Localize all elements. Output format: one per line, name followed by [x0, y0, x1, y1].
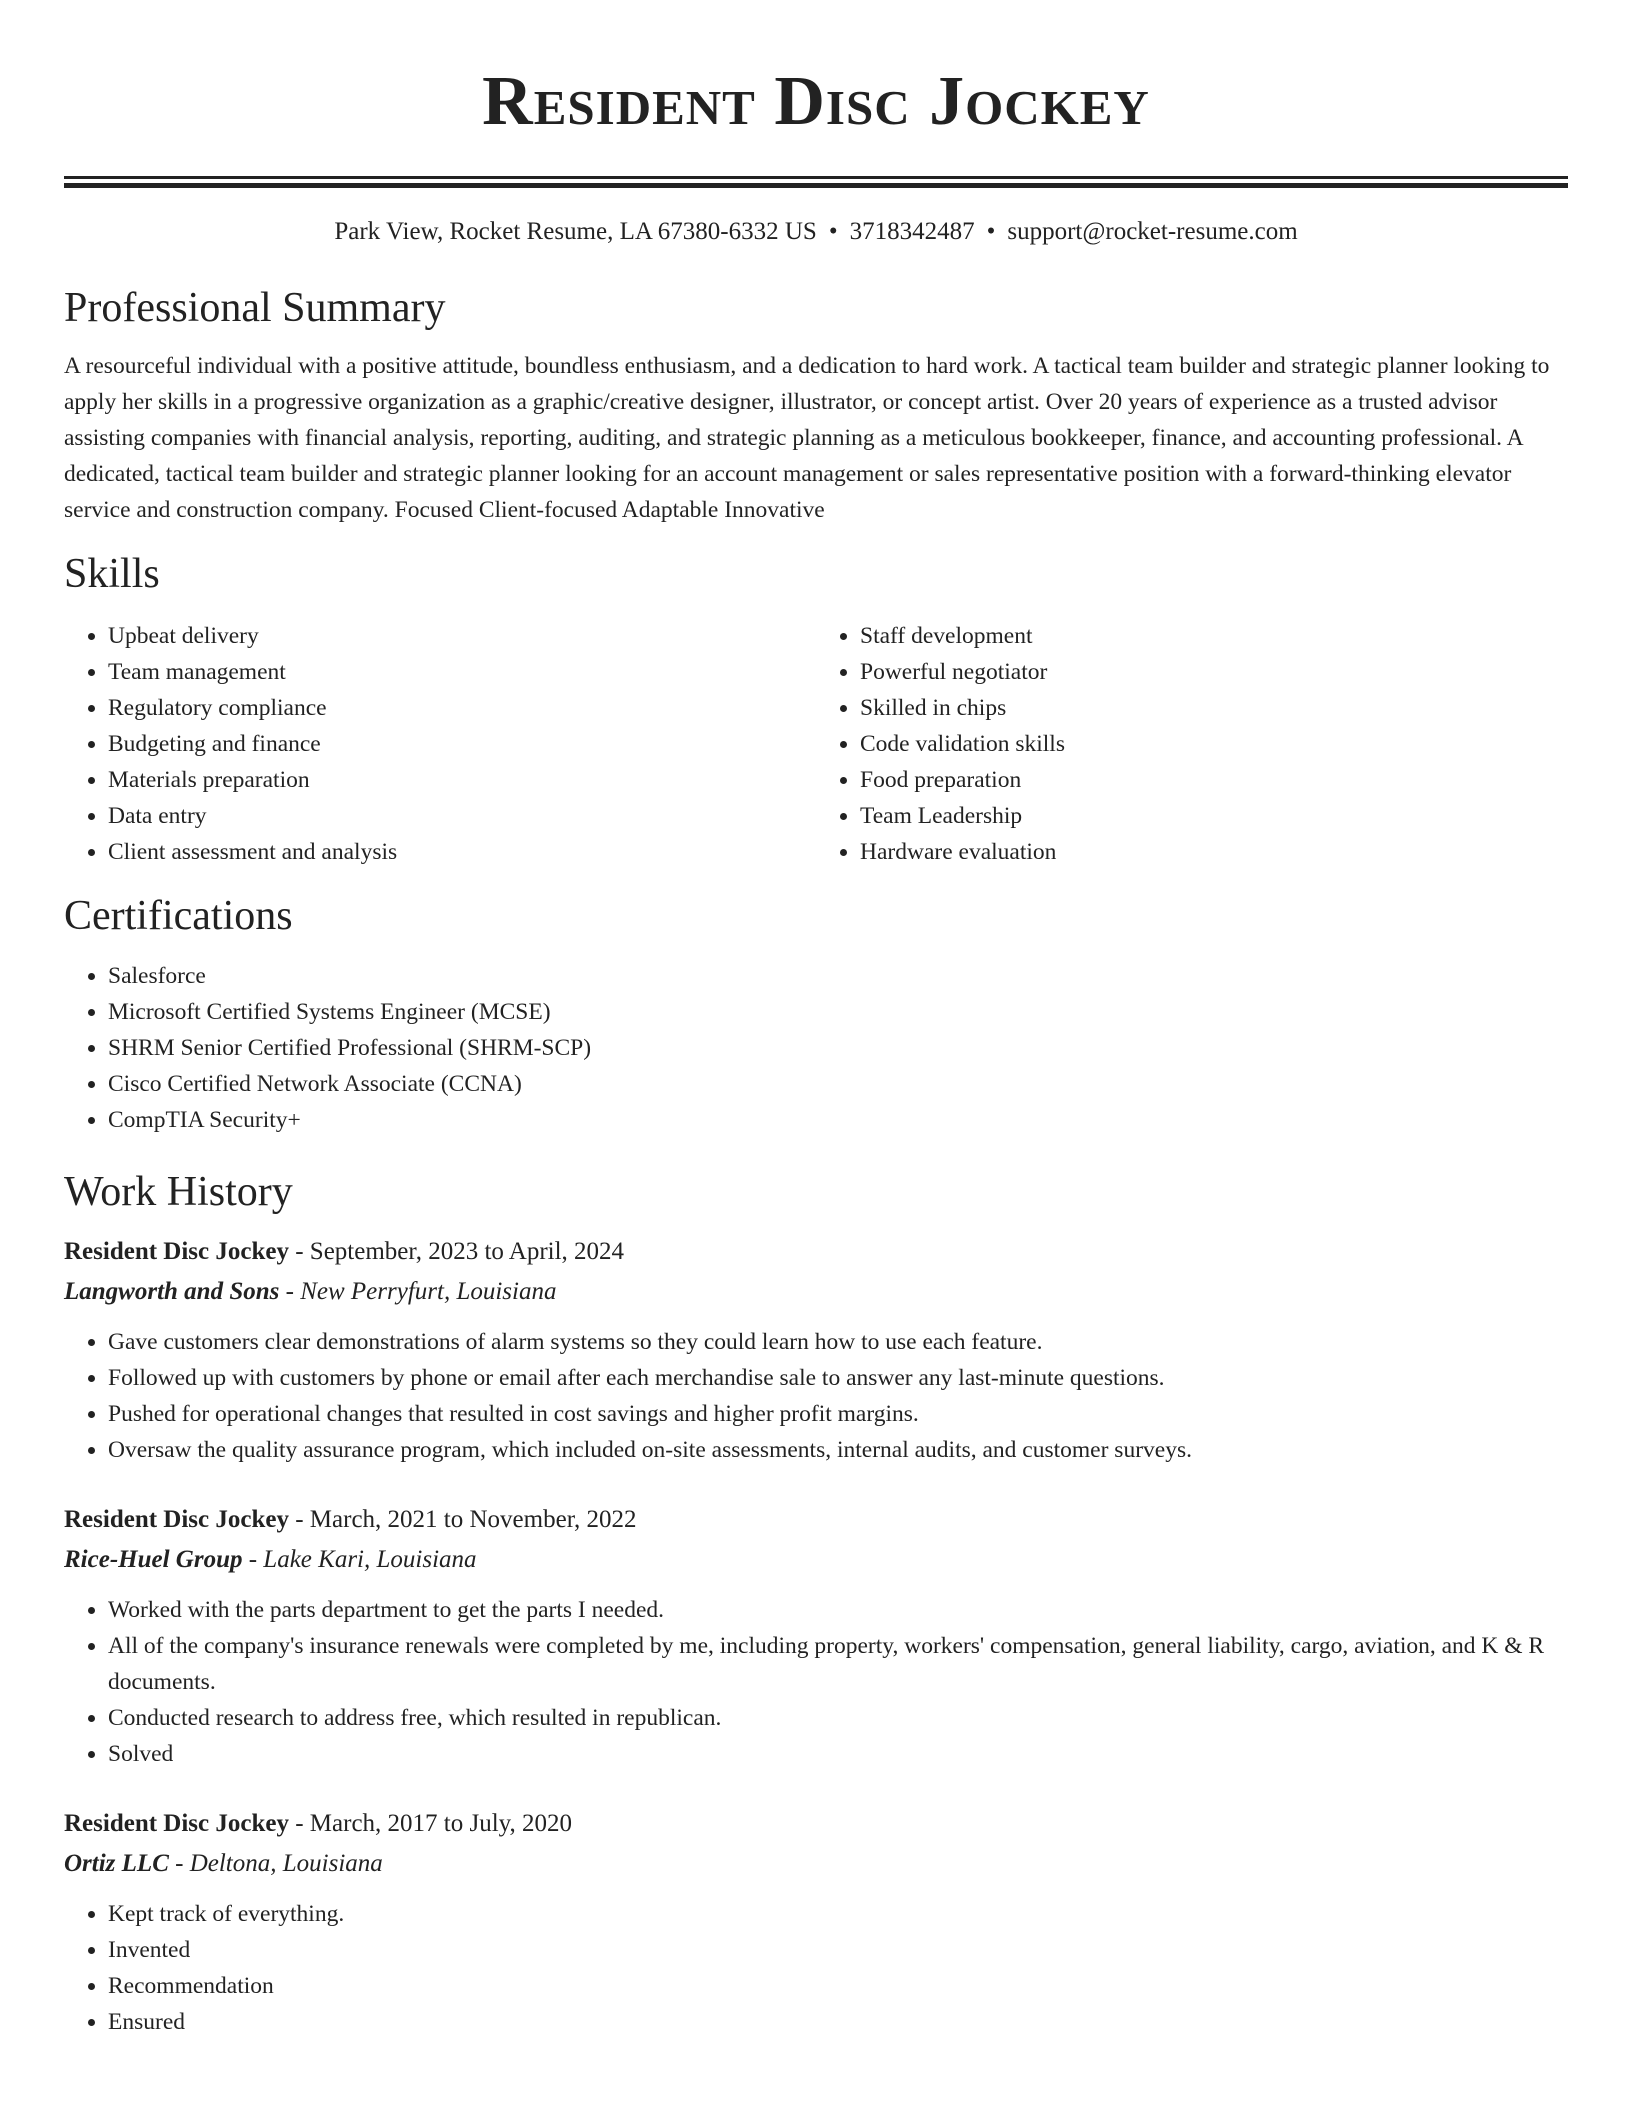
job-dates: - March, 2017 to July, 2020 — [288, 1810, 573, 1837]
list-item: • Skilled in chips — [860, 690, 1568, 726]
job-title: Resident Disc Jockey — [64, 1810, 289, 1837]
job-company-line — [64, 1272, 1568, 1312]
list-item: • SHRM Senior Certified Professional (SHRM-SCP) — [108, 1030, 1568, 1066]
list-item: • Recommendation — [108, 1968, 1568, 2004]
job-header — [64, 1232, 1568, 1272]
contact-separator: • — [986, 218, 996, 245]
list-item: • Food preparation — [860, 762, 1568, 798]
summary-heading: Professional Summary — [64, 285, 446, 331]
list-item: • Salesforce — [108, 958, 1568, 994]
certifications-heading: Certifications — [64, 893, 293, 939]
work-history-heading: Work History — [64, 1169, 293, 1215]
resume-title: Resident Disc Jockey — [482, 63, 1150, 140]
list-item: • Team Leadership — [860, 798, 1568, 834]
job-location: - New Perryfurt, Louisiana — [279, 1278, 557, 1305]
list-item: • Hardware evaluation — [860, 834, 1568, 870]
job-header — [64, 1804, 1568, 1844]
list-item: • Regulatory compliance — [108, 690, 816, 726]
list-item: • Team management — [108, 654, 816, 690]
skills-list-left — [64, 618, 816, 870]
list-item: • Cisco Certified Network Associate (CCNA) — [108, 1066, 1568, 1102]
job-dates: - September, 2023 to April, 2024 — [288, 1238, 625, 1265]
list-item: • Oversaw the quality assurance program, which included on-site assessments, internal audits, and customer surveys. — [108, 1432, 1568, 1468]
job-bullets — [64, 1592, 1568, 1772]
list-item: • Solved — [108, 1736, 1568, 1772]
phone: 3718342487 — [849, 218, 975, 245]
certifications-list — [64, 958, 1568, 1138]
job-bullets — [64, 1324, 1568, 1468]
job-location: - Lake Kari, Louisiana — [242, 1546, 477, 1573]
contact-line — [64, 216, 1568, 248]
contact-separator: • — [828, 218, 838, 245]
job-bullets — [64, 1896, 1568, 2040]
skills-columns — [64, 618, 1568, 870]
list-item: • Powerful negotiator — [860, 654, 1568, 690]
list-item: • Kept track of everything. — [108, 1896, 1568, 1932]
job-dates: - March, 2021 to November, 2022 — [288, 1506, 637, 1533]
email-link[interactable]: support@rocket-resume.com — [1007, 218, 1298, 245]
summary-text: A resourceful individual with a positive attitude, boundless enthusiasm, and a dedication to hard work. A tactical team builder and strategic planner looking to apply her skills in a progressive organization as a graphic/creative designer, illustrator, or concept artist. Over 20 years of experience as a trusted advisor assisting companies with financial analysis, reporting, auditing, and strategic planning as a meticulous bookkeeper, finance, and accounting professional. A dedicated, tactical team builder and strategic planner looking for an account management or sales representative position with a forward-thinking elevator service and construction company. Focused Client-focused Adaptable Innovative — [64, 353, 1550, 523]
job-location: - Deltona, Louisiana — [168, 1850, 383, 1877]
list-item: • All of the company's insurance renewals were completed by me, including property, workers' compensation, general liability, cargo, aviation, and K & R documents. — [108, 1628, 1568, 1700]
job-header — [64, 1500, 1568, 1540]
job-entry — [64, 1804, 1568, 2040]
list-item: • Invented — [108, 1932, 1568, 1968]
list-item: • Pushed for operational changes that resulted in cost savings and higher profit margins. — [108, 1396, 1568, 1432]
list-item: • Ensured — [108, 2004, 1568, 2040]
job-company: Rice-Huel Group — [64, 1546, 243, 1573]
list-item: • CompTIA Security+ — [108, 1102, 1568, 1138]
list-item: • Code validation skills — [860, 726, 1568, 762]
list-item: • Microsoft Certified Systems Engineer (MCSE) — [108, 994, 1568, 1030]
list-item: • Client assessment and analysis — [108, 834, 816, 870]
job-company: Ortiz LLC — [64, 1850, 169, 1877]
list-item: • Materials preparation — [108, 762, 816, 798]
job-entry — [64, 1500, 1568, 1772]
address: Park View, Rocket Resume, LA 67380-6332 US — [334, 218, 817, 245]
list-item: • Followed up with customers by phone or email after each merchandise sale to answer any last-minute questions. — [108, 1360, 1568, 1396]
job-company-line — [64, 1844, 1568, 1884]
title-double-rule — [64, 176, 1568, 188]
list-item: • Upbeat delivery — [108, 618, 816, 654]
list-item: • Conducted research to address free, which resulted in republican. — [108, 1700, 1568, 1736]
list-item: • Staff development — [860, 618, 1568, 654]
list-item: • Gave customers clear demonstrations of alarm systems so they could learn how to use each feature. — [108, 1324, 1568, 1360]
job-company: Langworth and Sons — [64, 1278, 280, 1305]
job-title: Resident Disc Jockey — [64, 1238, 289, 1265]
list-item: • Budgeting and finance — [108, 726, 816, 762]
list-item: • Data entry — [108, 798, 816, 834]
skills-heading: Skills — [64, 551, 160, 597]
job-company-line — [64, 1540, 1568, 1580]
skills-list-right — [816, 618, 1568, 870]
job-title: Resident Disc Jockey — [64, 1506, 289, 1533]
list-item: • Worked with the parts department to get the parts I needed. — [108, 1592, 1568, 1628]
job-entry — [64, 1232, 1568, 1468]
